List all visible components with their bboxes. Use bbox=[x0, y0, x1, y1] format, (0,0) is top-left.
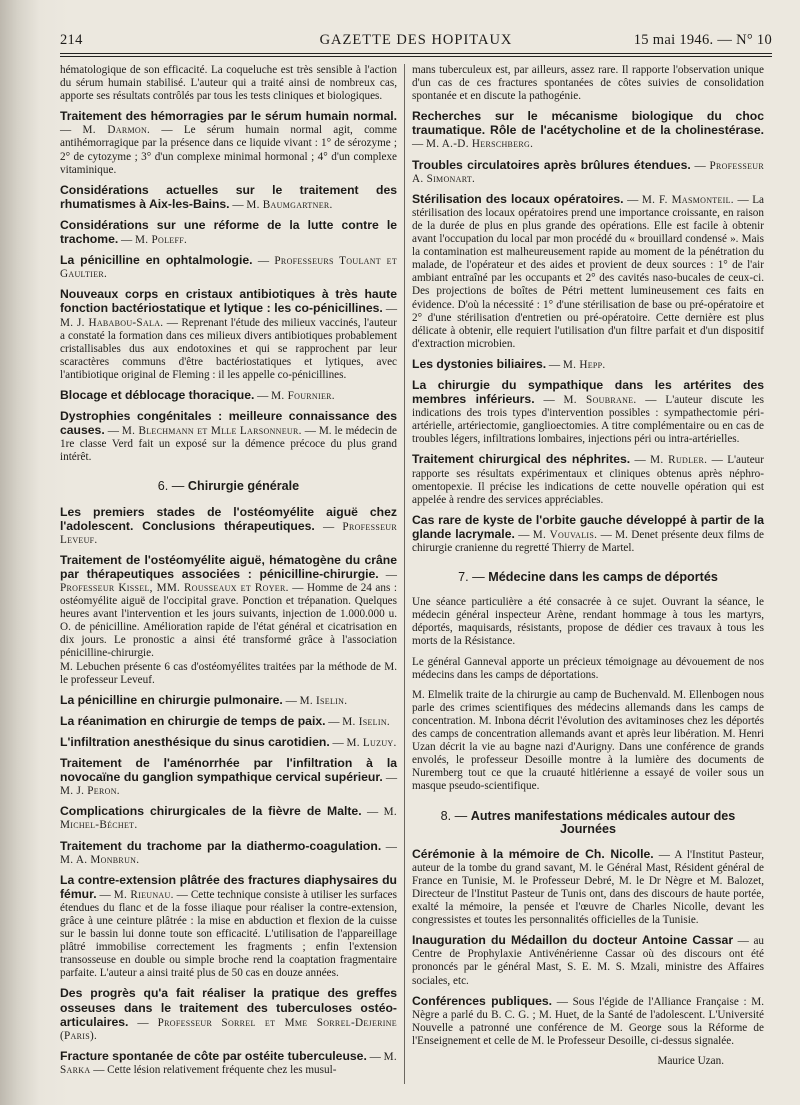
article-heading: Dystrophies congénitales : meilleure connaissance des causes. bbox=[60, 409, 397, 438]
article-entry: La contre-extension plâtrée des fractures diaphysaires du fémur. — M. Rieunau. — Cette technique consiste à utiliser les surfaces étendues du flanc et de la fosse iliaque pour réaliser la contre-extension, grâce à une ceinture plâtrée : la mise en abduction et flexion de la cuisse sur le bassin lui donne toute son efficacité. L'utilisation de l'appareillage plâtré immobilise correctement les fragments ; enfin l'extension transosseuse en double ou simple broche rend la coaptation fragmentaire parfaite. L'auteur a ainsi traité plus de 50 cas en douze années. bbox=[60, 872, 397, 980]
article-text: hématologique de son efficacité. La coqueluche est très sensible à l'action du sérum humain stabilisé. L'auteur qui a traité ainsi de nombreux cas, apporte ses résultats contrôlés par tous les tests cliniques et biologiques. bbox=[60, 64, 397, 103]
article-author: M. Vouvalis. bbox=[532, 528, 598, 541]
article-author: M. Poleff. bbox=[135, 234, 188, 247]
article-heading: Cas rare de kyste de l'orbite gauche développé à partir de la glande lacrymale. bbox=[412, 512, 764, 541]
article-text-continued: M. Lebuchen présente 6 cas d'ostéomyélites traitées par la méthode de M. le professeur Leveuf. bbox=[60, 660, 397, 686]
article-heading: Inauguration du Médaillon du docteur Antoine Cassar bbox=[412, 933, 734, 948]
article-entry: Nouveaux corps en cristaux antibiotiques à très haute fonction bactériostatique et lytique : les co-pénicillines. — M. J. Hababou-Sala. — Reprenant l'étude des milieux vaccinés, l'auteur a constaté la formation dans ces milieux divers antibiotiques probablement cristallisables dus aux endotoxines et qui se rapprochent par leur scaractères communs d'être bactériostatiques et lytiques, avec l'antibiotique original de Fleming : il les appelle co-pénicillines. bbox=[60, 287, 398, 381]
article-text: M. Elmelik traite de la chirurgie au camp de Buchenvald. M. Ellenbogen nous parle des crimes scientifiques des médecins allemands dans les camps de concentration. M. Inbona décrit l'évolution des avitaminoses chez les déportés des camps de concentration allemands avant et après leur libération. M. Henri Uzan décrit la vie au bagne nazi d'Aurigny. Dans une conférence de grands envolés, le professeur Desoille montre à la lumière des documents de Nuremberg tout ce que la cruauté hitlérienne a essayé de voiler sous un masque pseudo-scientifique. bbox=[412, 688, 764, 793]
page-header bbox=[60, 30, 772, 52]
article-entry: Troubles circulatoires après brûlures étendues. — Professeur A. Simonart. bbox=[412, 157, 765, 185]
article-text: Une séance particulière a été consacrée à ce sujet. Ouvrant la séance, le médecin général inspecteur Arène, rendant hommage à tous les martyrs, déportés, maquisards, résistants, propose de dédier ces travaux à tous les morts de la Résistance. bbox=[412, 596, 764, 648]
section-heading-8: 8. — Autres manifestations médicales autour des Journées bbox=[440, 808, 736, 836]
article-heading: Stérilisation des locaux opératoires. bbox=[412, 191, 624, 206]
article-heading: La pénicilline en ophtalmologie. bbox=[60, 253, 253, 268]
article-heading: Recherches sur le mécanisme biologique du choc traumatique. Rôle de l'acétycholine et de la cholinestérase. bbox=[412, 109, 764, 138]
article-text: M. Denet présente deux films de chirurgie cranienne du regretté Thierry de Martel. bbox=[412, 528, 765, 554]
article-entry: La chirurgie du sympathique dans les artérites des membres inférieurs. — M. Soubrane. — L'auteur discute les indications des trois types d'intervention possibles : sympathectomie péri-artérielle, artériectomie, ganglioectomies. A titre complémentaire ou en cas de troubles légers, infiltrations lombaires, injections péri ou intra-artérielles. bbox=[412, 377, 765, 446]
article-heading: Complications chirurgicales de la fièvre de Malte. bbox=[60, 804, 362, 819]
article-entry: Dystrophies congénitales : meilleure connaissance des causes. — M. Blechmann et Mlle Larsonneur. — M. le médecin de 1re classe Verd fait un exposé sur la démence précoce du plus grand intérêt. bbox=[60, 409, 397, 464]
article-heading: Cérémonie à la mémoire de Ch. Nicolle. bbox=[412, 846, 654, 861]
header-rule-2 bbox=[60, 56, 772, 57]
article-heading: Traitement de l'aménorrhée par l'infiltration à la novocaïne du ganglion sympathique cervical supérieur. bbox=[60, 756, 397, 785]
article-heading: La chirurgie du sympathique dans les artérites des membres inférieurs. bbox=[412, 377, 764, 407]
article-entry: Traitement des hémorragies par le sérum humain normal. — M. Darmon. — Le sérum humain normal agit, comme antihémorragique par la présence dans ce liquide vivant : 1° de sérozyme ; 2° de cytozyme ; 3° d'un complexe minimal hormonal ; 4° d'un complexe vitaminique. bbox=[60, 109, 398, 176]
article-author: M. Hepp. bbox=[562, 358, 606, 371]
article-author: M. A. Monbrun. bbox=[60, 853, 140, 866]
column-separator bbox=[404, 64, 405, 1084]
left-column bbox=[60, 64, 397, 1084]
article-entry: Blocage et déblocage thoracique. — M. Fournier. bbox=[60, 387, 335, 402]
article-entry: Traitement chirurgical des néphrites. — M. Rudler. — L'auteur rapporte ses résultats expérimentaux et cliniques obtenus après néphro-omentopexie. Il précise les indications de cette nouvelle opération qui est appelée à rendre des services appréciables. bbox=[412, 452, 765, 506]
article-text: Le sérum humain normal agit, comme antihémorragique par la présence dans ce liquide vivant : 1° de sérozyme ; 2° de cytozyme ; 3° d'un complexe minimal hormonal ; 4° d'un complexe vitaminique. bbox=[60, 124, 398, 176]
article-text: Le général Ganneval apporte un précieux témoignage au dévouement de nos médecins dans les camps de déportations. bbox=[412, 655, 764, 681]
article-entry: Cas rare de kyste de l'orbite gauche développé à partir de la glande lacrymale. — M. Vouvalis. — M. Denet présente deux films de chirurgie cranienne du regretté Thierry de Martel. bbox=[412, 512, 765, 554]
article-text: Sous l'égide de l'Alliance Française : M. Nègre a parlé du B. C. G. ; M. Huet, de la Santé de l'adolescent. L'Université Nouvelle a patronné une conférence de M. George sous la Réforme de l'Enseignement et celle de M. le Professeur Desoille, ci-dessus signalée. bbox=[412, 995, 764, 1047]
section-heading-7: 7. — Médecine dans les camps de déportés bbox=[458, 570, 718, 585]
article-text: La stérilisation des locaux opératoires prend une importance croissante, en raison de la durée de plus en plus grande des opérations. Elle est facile à obtenir avant l'occupation du local par mon procédé du « brouillard condensé ». Mais la contamination est malheureusement rapide au moment de la pénétration du malade, de l'opérateur et des aides et provient de deux sources : 1° de l'air ambiant entraîné par les occupants et 2° des cavités naso-bucales de ceux-ci. Des projections de boîtes de Pétri mettent lumineusement ces faits en évidence. D'où la nécessité : 1° d'une stérilisation de base ou pré-opératoire et 2° d'une stérilisation d'entretien ou pré-opératoire. Cette dernière est plus délicate à obtenir, elle requiert l'utilisation d'un filtre parfait et d'un dispositif d'extraction microbien. bbox=[412, 193, 765, 350]
article-entry: Considérations actuelles sur le traitement des rhumatismes à Aix-les-Bains. — M. Baumgartner. bbox=[60, 182, 397, 211]
article-text: A l'Institut Pasteur, auteur de la tombe du grand savant, M. le Général Mast, Résident général de France en Tunisie, M. le Professeur Debré, M. le Dr Nègre et M. Balozet, Directeur de l'Institut Pasteur de Tunis ont, dans des discours de haute portée, exalté la mémoire, la pensée et l'œuvre de Charles Nicolle, devant les congressistes et toutes les personnalités officielles de la Tunisie. bbox=[412, 848, 764, 927]
article-author: M. Sarka bbox=[60, 1050, 397, 1076]
article-author: M. Darmon. bbox=[82, 124, 151, 137]
article-author: Professeur Leveuf. bbox=[60, 520, 397, 546]
article-text: Cette technique consiste à utiliser les surfaces étendues du flanc et de la fosse iliaque pour réaliser la contre-extension, grâce à une ceinture plâtrée : la mise en abduction et flexion de la cuisse sur le bassin lui donne toute son efficacité. L'utilisation de l'appareillage plâtré immobilise correctement les fragments ; enfin l'extension transosseuse en double ou simple broche rend la coaptation fragmentaire parfaite. L'auteur a ainsi traité plus de 50 cas en douze années. bbox=[60, 888, 397, 980]
article-text: L'auteur rapporte ses résultats expérimentaux et cliniques obtenus après néphro-omentopexie. Il précise les indications de cette nouvelle opération qui est appelée à rendre des services appréciables. bbox=[412, 454, 765, 506]
article-heading: Nouveaux corps en cristaux antibiotiques à très haute fonction bactériostatique et lytique : les co-pénicillines. bbox=[60, 287, 397, 316]
article-heading: Des progrès qu'a fait réaliser la pratique des greffes osseuses dans le traitement des tuberculoses ostéo-articulaires. bbox=[60, 986, 397, 1029]
article-heading: Traitement des hémorragies par le sérum humain normal. bbox=[60, 109, 397, 124]
article-author: M. Blechmann et Mlle Larsonneur. bbox=[121, 425, 302, 438]
article-author: M. J. Peron. bbox=[60, 785, 120, 798]
article-entry: Fracture spontanée de côte par ostéite tuberculeuse. — M. Sarka — Cette lésion relativement fréquente chez les musul- bbox=[60, 1048, 397, 1076]
article-entry: Recherches sur le mécanisme biologique du choc traumatique. Rôle de l'acétycholine et de la cholinestérase. — M. A.-D. Herschberg. bbox=[412, 109, 764, 151]
article-entry: La pénicilline en ophtalmologie. — Professeurs Toulant et Gaultier. bbox=[60, 253, 398, 281]
article-heading: L'infiltration anesthésique du sinus carotidien. bbox=[60, 734, 330, 749]
page-number: 214 bbox=[60, 32, 83, 48]
article-heading: Fracture spontanée de côte par ostéite tuberculeuse. bbox=[60, 1048, 367, 1063]
article-author: Professeur A. Simonart. bbox=[412, 159, 765, 185]
article-heading: Considérations sur une réforme de la lutte contre le trachome. bbox=[60, 217, 397, 247]
article-author: M. A.-D. Herschberg. bbox=[425, 138, 534, 151]
article-author: M. Iselin. bbox=[299, 694, 348, 707]
article-author: M. Iselin. bbox=[342, 715, 391, 728]
article-entry: Des progrès qu'a fait réaliser la pratique des greffes osseuses dans le traitement des tuberculoses ostéo-articulaires. — Professeur Sorrel et Mme Sorrel-Dejerine (Paris). bbox=[60, 986, 397, 1042]
article-author: M. Rudler. bbox=[650, 454, 708, 467]
article-author: M. Soubrane. bbox=[563, 394, 637, 407]
article-text: mans tuberculeux est, par ailleurs, assez rare. Il rapporte l'observation unique d'un cas de ces fractures spontanées de côtes suivies de consolidation spontanée et en discute la pathogénie. bbox=[412, 64, 764, 103]
article-heading: Traitement de l'ostéomyélite aiguë, hématogène du crâne par thérapeutiques associées : pénicilline-chirurgie. bbox=[60, 552, 397, 581]
article-author: M. Fournier. bbox=[271, 389, 335, 402]
article-heading: Considérations actuelles sur le traitement des rhumatismes à Aix-les-Bains. bbox=[60, 182, 397, 211]
article-entry: Complications chirurgicales de la fièvre de Malte. — M. Michel-Béchet. bbox=[60, 804, 398, 832]
article-entry: Les dystonies biliaires. — M. Hepp. bbox=[412, 356, 606, 371]
article-entry bbox=[412, 596, 764, 648]
article-heading: La contre-extension plâtrée des fractures diaphysaires du fémur. bbox=[60, 872, 397, 901]
article-entry: Traitement du trachome par la diathermo-coagulation. — M. A. Monbrun. bbox=[60, 838, 397, 866]
article-author: Professeurs Toulant et Gaultier. bbox=[60, 255, 398, 281]
article-entry: Inauguration du Médaillon du docteur Antoine Cassar — au Centre de Prophylaxie Antivénérienne Cassar où des discours ont été prononcés par le général Mast, S. E. M. S. Mzali, ministre des Affaires sociales, etc. bbox=[412, 933, 764, 987]
article-entry: L'infiltration anesthésique du sinus carotidien. — M. Luzuy. bbox=[60, 734, 397, 749]
article-text: M. le médecin de 1re classe Verd fait un exposé sur la démence précoce du plus grand intérêt. bbox=[60, 425, 397, 464]
article-entry: Cérémonie à la mémoire de Ch. Nicolle. — A l'Institut Pasteur, auteur de la tombe du grand savant, M. le Général Mast, Résident général de France en Tunisie, M. le Professeur Debré, M. le Dr Nègre et M. Balozet, Directeur de l'Institut Pasteur de Tunis ont, dans des discours de haute portée, exalté la mémoire, la pensée et l'œuvre de Charles Nicolle, devant les congressistes et toutes les personnalités officielles de la Tunisie. bbox=[412, 846, 764, 927]
article-author: Professeur Kissel, MM. Rousseaux et Royer. bbox=[60, 582, 289, 594]
article-heading: Conférences publiques. bbox=[412, 993, 553, 1008]
article-text: Homme de 24 ans : ostéomyélite aiguë de l'occipital grave. Ponction et trépanation. Quelques heures avant l'intervention et les jours suivants, injection de 1.000.000 u. O. de pénicilline. Amélioration rapide de l'état général et cicatrisation en dix jours. Le pronostic a ainsi été transformé grâce à l'association pénicilline-chirurgie. bbox=[60, 582, 397, 660]
article-text: L'auteur discute les indications des trois types d'intervention possibles : sympathectomie péri-artérielle, artériectomie, ganglioectomies. A titre complémentaire ou en cas de troubles légers, infiltrations lombaires, injections péri ou intra-artérielles. bbox=[412, 394, 765, 446]
article-author: M. F. Masmonteil. bbox=[641, 193, 734, 206]
article-heading: Traitement du trachome par la diathermo-coagulation. bbox=[60, 838, 382, 853]
issue-date: 15 mai 1946. — N° 10 bbox=[633, 32, 772, 48]
section-heading-6: 6. — Chirurgie générale bbox=[157, 479, 300, 494]
article-entry: Considérations sur une réforme de la lutte contre le trachome. — M. Poleff. bbox=[60, 217, 397, 247]
article-author: M. J. Hababou-Sala. bbox=[60, 316, 164, 329]
article-entry: Conférences publiques. — Sous l'égide de l'Alliance Française : M. Nègre a parlé du B. C. G. ; M. Huet, de la Santé de l'adolescent. L'Université Nouvelle a patronné une conférence de M. George sous la Réforme de l'Enseignement et celle de M. le Professeur Desoille, ci-dessus signalée. bbox=[412, 993, 764, 1047]
article-text: Cette lésion relativement fréquente chez les musul- bbox=[107, 1063, 337, 1076]
article-entry bbox=[412, 689, 764, 794]
article-entry: La pénicilline en chirurgie pulmonaire. — M. Iselin. bbox=[60, 692, 348, 707]
article-author: Professeur Sorrel et Mme Sorrel-Dejerine (Paris). bbox=[60, 1016, 397, 1042]
article-entry bbox=[412, 656, 764, 682]
article-entry: Traitement de l'aménorrhée par l'infiltration à la novocaïne du ganglion sympathique cervical supérieur. — M. J. Peron. bbox=[60, 756, 397, 798]
signature: Maurice Uzan. bbox=[657, 1055, 724, 1067]
article-entry: Traitement de l'ostéomyélite aiguë, hématogène du crâne par thérapeutiques associées : pénicilline-chirurgie. — Professeur Kissel, MM. Rousseaux et Royer. — Homme de 24 ans : ostéomyélite aiguë de l'occipital grave. Ponction et trépanation. Quelques heures avant l'intervention et les jours suivants, injection de 1.000.000 u. O. de pénicilline. Amélioration rapide de l'état général et cicatrisation en dix jours. Le pronostic a ainsi été transformé grâce à l'association pénicilline-chirurgie. M. Lebuchen présente 6 cas d'ostéomyélites traitées par la méthode de M. le professeur Leveuf. bbox=[60, 552, 397, 686]
article-author: M. Baumgartner. bbox=[246, 198, 333, 211]
article-author: M. Michel-Béchet. bbox=[60, 806, 398, 832]
article-heading: Troubles circulatoires après brûlures étendues. bbox=[412, 157, 691, 172]
article-entry: Les premiers stades de l'ostéomyélite aiguë chez l'adolescent. Conclusions thérapeutiques. — Professeur Leveuf. bbox=[60, 504, 397, 546]
header-rule bbox=[60, 53, 772, 54]
article-text: Reprenant l'étude des milieux vaccinés, l'auteur a constaté la formation dans ces milieux divers antibiotiques probablement cristallisables dus aux endotoxines et qui se rapprochent par leur scaractères communs d'être bactériostatiques et lytiques, avec l'antibiotique original de Fleming : il les appelle co-pénicillines. bbox=[60, 316, 397, 381]
article-entry bbox=[60, 64, 397, 103]
article-heading: La pénicilline en chirurgie pulmonaire. bbox=[60, 692, 283, 707]
article-entry bbox=[412, 64, 764, 103]
article-heading: Blocage et déblocage thoracique. bbox=[60, 387, 255, 402]
article-author: M. Luzuy. bbox=[346, 736, 397, 749]
article-text: au Centre de Prophylaxie Antivénérienne Cassar où des discours ont été prononcés par le général Mast, S. E. M. S. Mzali, ministre des Affaires sociales, etc. bbox=[412, 935, 764, 987]
journal-title: GAZETTE DES HOPITAUX bbox=[319, 32, 513, 48]
article-heading: Traitement chirurgical des néphrites. bbox=[412, 452, 631, 467]
article-heading: Les dystonies biliaires. bbox=[412, 356, 547, 371]
article-entry: La réanimation en chirurgie de temps de paix. — M. Iselin. bbox=[60, 713, 391, 728]
article-heading: La réanimation en chirurgie de temps de paix. bbox=[60, 713, 326, 728]
article-author: M. Rieunau. bbox=[113, 888, 174, 901]
right-column bbox=[412, 64, 764, 1068]
article-entry: Stérilisation des locaux opératoires. — M. F. Masmonteil. — La stérilisation des locaux opératoires prend une importance croissante, en raison de la durée de plus en plus grande des opérations. Elle est facile à obtenir avant l'occupation du local par mon procédé du « brouillard condensé ». Mais la contamination est malheureusement rapide au moment de la pénétration du malade, de l'opérateur et des aides et provient de deux sources : 1° de l'air ambiant entraîné par les occupants et 2° des cavités naso-bucales de ceux-ci. Des projections de boîtes de Pétri mettent lumineusement ces faits en évidence. D'où la nécessité : 1° d'une stérilisation de base ou pré-opératoire et 2° d'une stérilisation d'entretien ou pré-opératoire. Cette dernière est plus délicate à obtenir, elle requiert l'utilisation d'un filtre parfait et d'un dispositif d'extraction microbien. bbox=[412, 191, 765, 350]
article-heading: Les premiers stades de l'ostéomyélite aiguë chez l'adolescent. Conclusions thérapeutiques. bbox=[60, 504, 397, 533]
